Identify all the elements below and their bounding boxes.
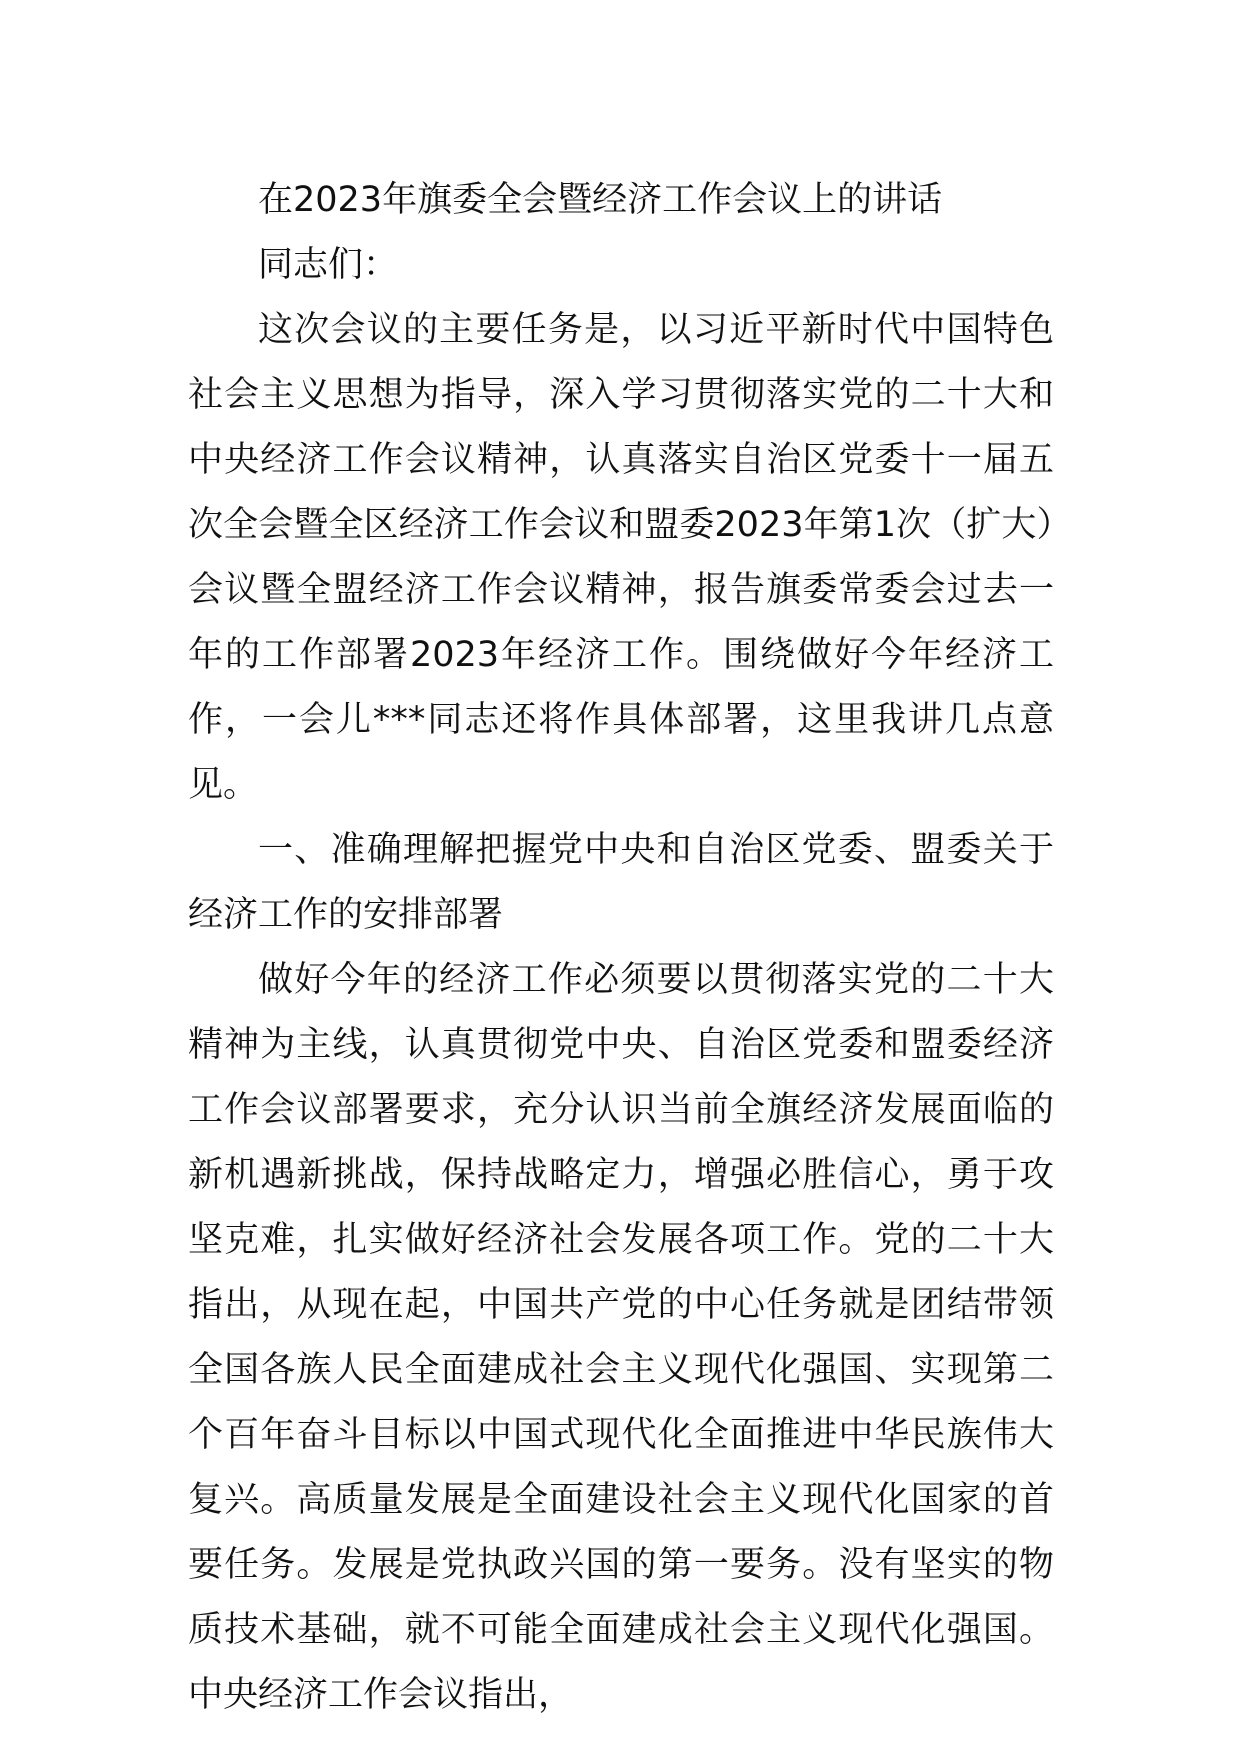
- speech-title: 在2023年旗委全会暨经济工作会议上的讲话: [258, 180, 943, 220]
- document-body: [188, 168, 1054, 1728]
- paragraph-section-1: 做好今年的经济工作必须要以贯彻落实党的二十大精神为主线，认真贯彻党中央、自治区党委和盟委经济工作会议部署要求，充分认识当前全旗经济发展面临的新机遇新挑战，保持战略定力，增强必胜信心，勇于攻坚克难，扎实做好经济社会发展各项工作。党的二十大指出，从现在起，中国共产党的中心任务就是团结带领全国各族人民全面建成社会主义现代化强国、实现第二个百年奋斗目标以中国式现代化全面推进中华民族伟大复兴。高质量发展是全面建设社会主义现代化国家的首要任务。发展是党执政兴国的第一要务。没有坚实的物质技术基础，就不可能全面建成社会主义现代化强国。中央经济工作会议指出，: [188, 960, 1054, 1715]
- salutation: 同志们：: [258, 245, 399, 285]
- section-heading-1: 一、准确理解把握党中央和自治区党委、盟委关于经济工作的安排部署: [188, 830, 1054, 935]
- paragraph-intro: 这次会议的主要任务是，以习近平新时代中国特色社会主义思想为指导，深入学习贯彻落实党的二十大和中央经济工作会议精神，认真落实自治区党委十一届五次全会暨全区经济工作会议和盟委2023年第1次（扩大）会议暨全盟经济工作会议精神，报告旗委常委会过去一年的工作部署2023年经济工作。围绕做好今年经济工作，一会儿***同志还将作具体部署，这里我讲几点意见。: [188, 310, 1054, 805]
